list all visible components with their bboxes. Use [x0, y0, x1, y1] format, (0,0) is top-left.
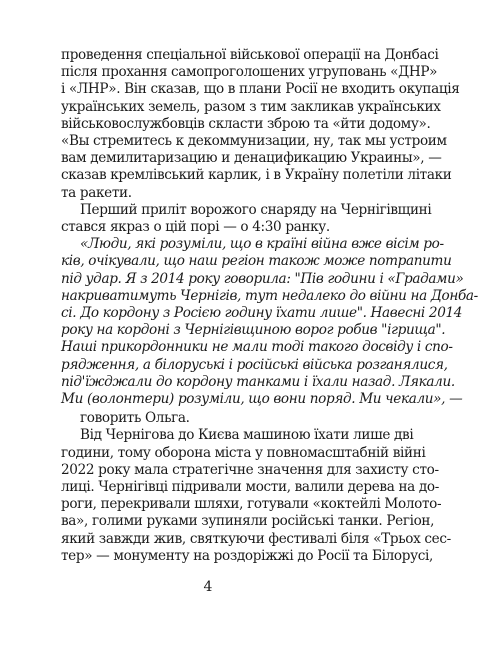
text-line: Від Чернігова до Києва машиною їхати лише дві [80, 427, 414, 444]
text-line: проведення спеціальної військової операції на Донбасі [61, 47, 439, 63]
text-line: роги, перекривали шляхи, готували «коктейлі Молото- [61, 496, 442, 513]
quote-line: року на кордоні з Чернігівщиною ворог робив "ігрища". [61, 322, 446, 339]
text-line: який завжди жив, святкуючи фестивалі біля «Трьох сес- [61, 530, 451, 547]
quote-line: «Люди, які розуміли, що в країні війна вже вісім ро- [80, 236, 444, 253]
quote-line: під удар. Я з 2014 року говорила: "Пів години і «Градами» [61, 270, 464, 287]
text-line: «Вы стремитесь к декоммунизации, ну, так мы устроим [61, 133, 447, 149]
text-line: військовослужбовців скласти зброю та «йти додому». [61, 115, 431, 132]
text-line: 2022 року мала стратегічне значення для захисту сто- [61, 461, 439, 478]
quote-line: сі. До кордону з Росією годину їхати лише". Навесні 2014 [61, 305, 463, 321]
text-line: говорить Ольга. [80, 410, 190, 427]
quote-line: Ми (волонтери) розуміли, що вони поряд. Ми чекали», — [61, 391, 463, 407]
quote-line: під'їжджали до кордону танками і їхали назад. Лякали. [61, 373, 455, 390]
text-line: українських земель, разом з тим закликав українських [61, 98, 441, 115]
quote-line: Наші прикордонники не мали тоді такого досвіду і спо- [61, 339, 453, 356]
text-line: та ракети. [61, 184, 132, 201]
text-line: Перший приліт ворожого снаряду на Чернігівщині [80, 201, 432, 218]
text-line: і «ЛНР». Він сказав, що в плани Росії не входить окупація [61, 81, 460, 98]
text-line: тер» — монументу на роздоріжжі до Росії та Білорусі, [61, 547, 433, 564]
text-line: сказав кремлівський карлик, і в Україну полетіли літаки [61, 167, 452, 184]
text-line: після прохання самопроголошених угруповань «ДНР» [61, 64, 438, 81]
quote-line: ків, очікували, що наш регіон також може потрапити [61, 253, 452, 270]
text-line: години, тому оборона міста у повномасштабній війні [61, 444, 426, 461]
quote-line: накриватимуть Чернігів, тут недалеко до війни на Донба- [61, 287, 478, 304]
text-line: ва», голими руками зупиняли російські танки. Регіон, [61, 513, 435, 530]
text-line: стався якраз о цій порі — о 4:30 ранку. [61, 219, 330, 235]
page-number: 4 [203, 579, 213, 595]
text-line: вам демилитаризацию и денацификацию Украины», — [61, 150, 442, 167]
quote-line: рядження, а білоруські і російські війська розганялися, [61, 356, 448, 373]
text-line: лиці. Чернігівці підривали мости, валили дерева на до- [61, 479, 439, 495]
